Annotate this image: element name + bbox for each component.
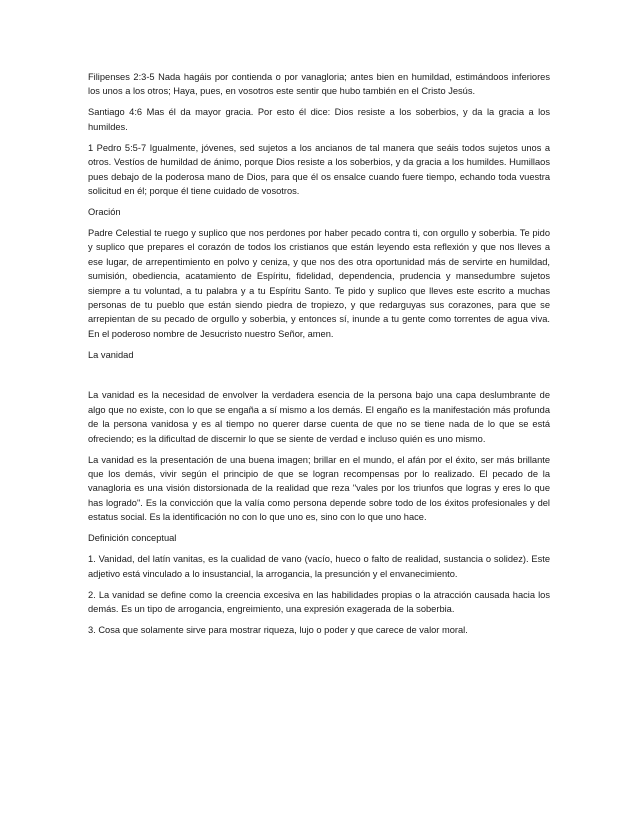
paragraph-vanidad-1: La vanidad es la necesidad de envolver la verdadera esencia de la persona bajo una capa deslumbrante de algo que no existe, con lo que se engaña a sí mismo a los demás. El engaño es la manifestación más profunda de la persona vanidosa y es al tiempo no querer darse cuenta de que no se tiene nada de lo que se está ofreciendo; es la dificultad de discernir lo que se siente de verdad e incluso quién es uno mismo. — [88, 390, 550, 444]
paragraph-santiago: Santiago 4:6 Mas él da mayor gracia. Por esto él dice: Dios resiste a los soberbios, y da la gracia a los humildes. — [88, 107, 550, 132]
heading-oracion: Oración — [88, 207, 121, 218]
definition-item-1: 1. Vanidad, del latín vanitas, es la cualidad de vano (vacío, hueco o falto de realidad, sustancia o solidez). Este adjetivo está vinculado a lo insustancial, la arrogancia, la presunción y el envanecimiento. — [88, 554, 550, 579]
heading-definicion-conceptual: Definición conceptual — [88, 533, 177, 544]
heading-la-vanidad: La vanidad — [88, 349, 134, 360]
document-page — [88, 70, 550, 644]
paragraph-filipenses: Filipenses 2:3-5 Nada hagáis por contienda o por vanagloria; antes bien en humildad, estimándoos inferiores los unos a los otros; Haya, pues, en vosotros este sentir que hubo también en el Cristo Jesús. — [88, 72, 550, 97]
definition-item-3: 3. Cosa que solamente sirve para mostrar riqueza, lujo o poder y que carece de valor moral. — [88, 624, 468, 635]
definition-item-2: 2. La vanidad se define como la creencia excesiva en las habilidades propias o la atracción causada hacia los demás. Es un tipo de arrogancia, engreimiento, una expresión exagerada de la soberbia. — [88, 589, 550, 614]
paragraph-1-pedro: 1 Pedro 5:5-7 Igualmente, jóvenes, sed sujetos a los ancianos de tal manera que seáis todos sujetos unos a otros. Vestíos de humildad de ánimo, porque Dios resiste a los soberbios, y da gracia a los humildes. Humillaos pues debajo de la poderosa mano de Dios, para que él os ensalce cuando fuere tiempo, echando toda vuestra solicitud en él; porque él tiene cuidado de vosotros. — [88, 142, 550, 197]
paragraph-vanidad-2: La vanidad es la presentación de una buena imagen; brillar en el mundo, el afán por el éxito, ser más brillante que los demás, vivir según el principio de que se logran recompensas por lo realizado. El pecado de la vanagloria es una visión distorsionada de la realidad que reza "vales por los triunfos que logras y eres lo que has logrado". Es la convicción que la valía como persona depende sobre todo de los éxitos profesionales y del estatus social. Es la identificación no con lo que uno es, sino con lo que uno hace. — [88, 454, 550, 523]
paragraph-prayer: Padre Celestial te ruego y suplico que nos perdones por haber pecado contra ti, con orgullo y soberbia. Te pido y suplico que prepares el corazón de todos los cristianos que están leyendo esta reflexión y que nos lleves a ese lugar, de arrepentimiento en polvo y ceniza, y que nos des otra oportunidad más de servirte en humildad, sumisión, obediencia, acatamiento de Espíritu, fidelidad, dependencia, prudencia y mansedumbre sujetos siempre a tu voluntad, a tu palabra y a tu Espíritu Santo. Te pido y suplico que lleves este escrito a muchas personas de tu pueblo que están siendo piedra de tropiezo, y que redarguyas sus corazones, para que se arrepientan de su pecado de orgullo y soberbia, y entonces sí, inunde a tu gente como torrentes de agua viva. En el poderoso nombre de Jesucristo nuestro Señor, amen. — [88, 228, 550, 339]
